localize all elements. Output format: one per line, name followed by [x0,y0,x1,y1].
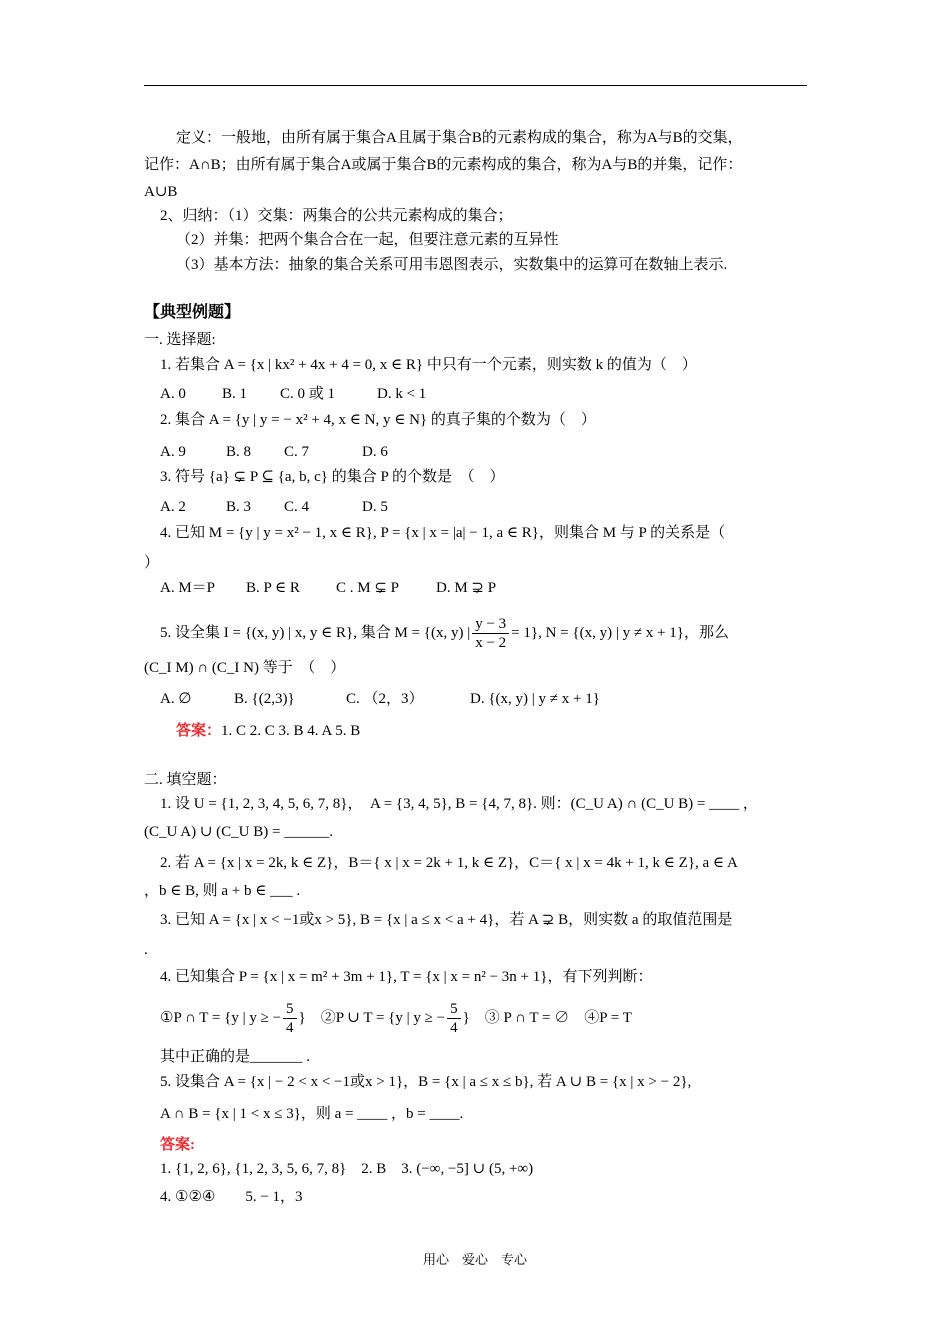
summary-line-3: （3）基本方法：抽象的集合关系可用韦恩图表示，实数集中的运算可在数轴上表示. [176,257,728,273]
fraction-denominator: 4 [286,1020,294,1037]
fraction [447,1000,461,1037]
part1-title: 一. 选择题: [144,332,216,348]
option-b: B. 8 [226,444,252,460]
question-2-4: 4. 已知集合 P = {x | x = m² + 3m + 1}, T = {x | x = n² − 3n + 1}，有下列判断： [160,969,653,985]
question-1-4: 4. 已知 M = {y | y = x² − 1, x ∈ R}, P = {x | x = |a| − 1, a ∈ R}，则集合 M 与 P 的关系是（ [160,525,726,541]
part1-answers [176,721,360,741]
question-1-1-options [160,384,426,404]
question-1-1: 1. 若集合 A = {x | kx² + 4x + 4 = 0, x ∈ R} 中只有一个元素，则实数 k 的值为（ ） [160,357,697,373]
question-2-2: 2. 若 A = {x | x = 2k, k ∈ Z}，B＝{ x | x = 2k + 1, k ∈ Z}，C＝{ x | x = 4k + 1, k ∈ Z}, a ∈ A [160,855,738,871]
option-d: D. M ⊋ P [436,580,497,596]
fraction [283,1000,297,1037]
option-d: D. 5 [362,499,388,515]
answer-label: 答案： [176,723,222,739]
question-1-5-part-b: = 1}, N = {(x, y) | y ≠ x + 1}，那么 [511,625,729,641]
option-c: C. 4 [284,499,310,515]
question-2-5-cont: A ∩ B = {x | 1 < x ≤ 3}，则 a = ____ ，b = ____. [160,1106,464,1122]
question-1-5-part-a: 5. 设全集 I = {(x, y) | x, y ∈ R}, 集合 M = {(x, y) | [160,625,471,641]
fraction-denominator: 4 [450,1020,458,1037]
question-1-5-options [160,689,600,709]
question-1-4-options [160,578,496,598]
option-c: C. （2，3） [346,691,424,707]
option-c: C . M ⊊ P [336,580,400,596]
definition-line-3: A∪B [144,184,178,200]
option-d: D. {(x, y) | y ≠ x + 1} [470,691,600,707]
summary-line-1: 2、归纳：（1）交集：两集合的公共元素构成的集合； [160,208,513,224]
question-1-5-cont: (C_I M) ∩ (C_I N) 等于 （ ） [144,660,346,676]
definition-line-2: 记作：A∩B；由所有属于集合A或属于集合B的元素构成的集合，称为A与B的并集，记作： [144,157,743,173]
question-1-5 [160,612,729,654]
answer-text: 1. C 2. C 3. B 4. A 5. B [221,723,361,739]
fraction-numerator: y − 3 [472,615,509,634]
option-b: B. 1 [222,386,248,402]
question-1-4-cont: ） [144,555,160,571]
option-b: B. P ∈ R [246,580,300,596]
question-2-1: 1. 设 U = {1, 2, 3, 4, 5, 6, 7, 8}， A = {3, 4, 5}, B = {4, 7, 8}. 则：(C_U A) ∩ (C_U B) = ____ ， [160,796,758,812]
judgment-2: } ②P ∪ T = {y | y ≥ − [298,1010,446,1026]
question-2-4-items [160,997,632,1039]
option-b: B. {(2,3)} [234,691,295,707]
question-2-4-cont: 其中正确的是_______ . [160,1049,311,1065]
part2-answer-line-2: 4. ①②④ 5. − 1，3 [160,1189,303,1205]
question-2-1-cont: (C_U A) ∪ (C_U B) = ______. [144,824,333,840]
question-2-5: 5. 设集合 A = {x | − 2 < x < −1或x > 1}，B = {x | a ≤ x ≤ b}, 若 A ∪ B = {x | x > − 2}, [160,1074,692,1090]
question-2-3-cont: . [144,942,148,958]
option-c: C. 7 [284,444,310,460]
question-2-2-cont: ，b ∈ B, 则 a + b ∈ ___ . [144,883,301,899]
fraction [472,615,509,652]
summary-line-2: （2）并集：把两个集合合在一起，但要注意元素的互异性 [176,232,559,248]
question-1-2: 2. 集合 A = {y | y = − x² + 4, x ∈ N, y ∈ N} 的真子集的个数为（ ） [160,412,596,428]
part2-title: 二. 填空题： [144,772,227,788]
option-b: B. 3 [226,499,252,515]
question-2-3: 3. 已知 A = {x | x < −1或x > 5}, B = {x | a ≤ x < a + 4}，若 A ⊋ B，则实数 a 的取值范围是 [160,912,733,928]
fraction-numerator: 5 [283,1000,297,1019]
question-1-3-options [160,497,388,517]
option-a: A. 2 [160,499,186,515]
fraction-denominator: x − 2 [475,635,507,652]
judgment-1: ①P ∩ T = {y | y ≥ − [160,1010,282,1026]
part2-answer-line-1: 1. {1, 2, 6}, {1, 2, 3, 5, 6, 7, 8} 2. B 3. (−∞, −5] ∪ (5, +∞) [160,1161,534,1177]
question-1-3: 3. 符号 {a} ⊊ P ⊆ {a, b, c} 的集合 P 的个数是 （ ） [160,469,505,485]
page-footer: 用心 爱心 专心 [422,1252,527,1267]
judgment-3-4: } ③ P ∩ T = ∅ ④P = T [462,1010,632,1026]
option-a: A. M＝P [160,580,216,596]
option-c: C. 0 或 1 [280,386,336,402]
part2-answer-label: 答案: [160,1137,195,1153]
option-d: D. 6 [362,444,388,460]
option-a: A. 9 [160,444,186,460]
section-title: 【典型例题】 [144,304,241,321]
option-a: A. ∅ [160,691,192,707]
option-a: A. 0 [160,386,186,402]
definition-line-1: 定义：一般地，由所有属于集合A且属于集合B的元素构成的集合，称为A与B的交集， [176,130,743,146]
fraction-numerator: 5 [447,1000,461,1019]
option-d: D. k < 1 [377,386,427,402]
question-1-2-options [160,442,388,462]
header-rule [144,85,807,86]
